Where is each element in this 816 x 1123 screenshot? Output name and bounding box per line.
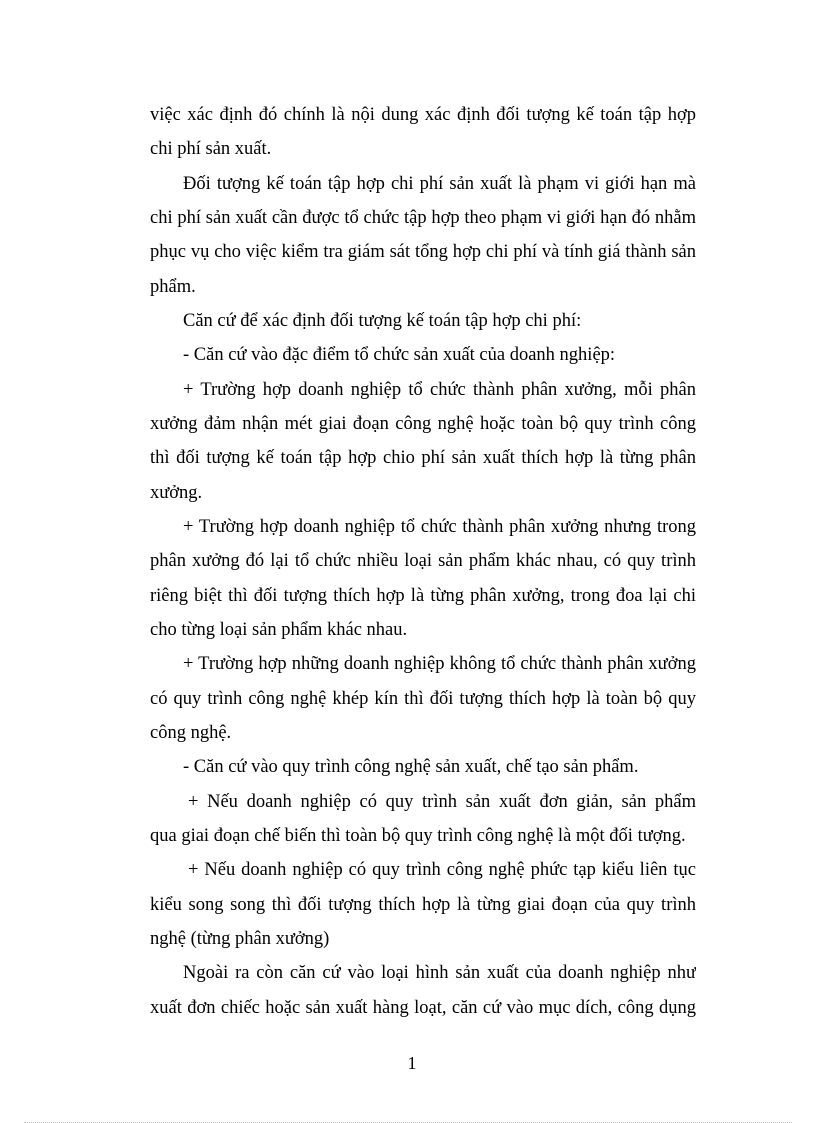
body-line: cho từng loại sản phẩm khác nhau. [150, 620, 408, 640]
body-line: nghệ (từng phân xưởng) [150, 929, 330, 949]
body-line: phục vụ cho việc kiểm tra giám sát tổng hợp chi phí và tính giá thành sản [150, 242, 696, 262]
body-line: qua giai đoạn chế biến thì toàn bộ quy trình công nghệ là một đối tượng. [150, 826, 686, 846]
body-line: Đối tượng kế toán tập hợp chi phí sản xuất là phạm vi giới hạn mà [183, 174, 696, 194]
body-line: + Trường hợp những doanh nghiệp không tổ chức thành phân xưởng [183, 654, 696, 674]
body-line: + Trường hợp doanh nghiệp tổ chức thành phân xưởng, mỗi phân [183, 380, 696, 400]
body-line: - Căn cứ vào quy trình công nghệ sản xuất, chế tạo sản phẩm. [183, 757, 639, 777]
body-line: công nghệ. [150, 723, 232, 743]
body-line: chi phí sản xuất cần được tổ chức tập hợp theo phạm vi giới hạn đó nhằm [150, 208, 696, 228]
body-line: phân xưởng đó lại tổ chức nhiều loại sản phẩm khác nhau, có quy trình [150, 551, 696, 571]
body-line: xưởng đảm nhận mét giai đoạn công nghệ hoặc toàn bộ quy trình công [150, 414, 696, 434]
body-line: Ngoài ra còn căn cứ vào loại hình sản xuất của doanh nghiệp như [183, 963, 696, 983]
body-line: xuất đơn chiếc hoặc sản xuất hàng loạt, căn cứ vào mục dích, công dụng [150, 998, 696, 1018]
body-line: Căn cứ để xác định đối tượng kế toán tập hợp chi phí: [183, 311, 582, 331]
body-line: chi phí sản xuất. [150, 139, 272, 159]
body-line: + Trường hợp doanh nghiệp tổ chức thành phân xưởng nhưng trong [183, 517, 696, 537]
body-line: + Nếu doanh nghiệp có quy trình công nghệ phức tạp kiểu liên tục [188, 860, 696, 880]
page-number: 1 [407, 1053, 417, 1073]
body-line: việc xác định đó chính là nội dung xác định đối tượng kế toán tập hợp [150, 105, 696, 125]
body-line: + Nếu doanh nghiệp có quy trình sản xuất đơn giản, sản phẩm [188, 792, 696, 812]
body-line: có quy trình công nghệ khép kín thì đối tượng thích hợp là toàn bộ quy [150, 689, 696, 709]
body-line: - Căn cứ vào đặc điểm tổ chức sản xuất của doanh nghiệp: [183, 345, 616, 365]
body-line: thì đối tượng kế toán tập hợp chio phí sản xuất thích hợp là từng phân [150, 448, 696, 468]
body-line: xưởng. [150, 483, 203, 503]
body-line: riêng biệt thì đối tượng thích hợp là từng phân xưởng, trong đoa lại chi [150, 586, 696, 606]
body-line: phẩm. [150, 277, 196, 297]
body-line: kiểu song song thì đối tượng thích hợp là từng giai đoạn của quy trình [150, 895, 696, 915]
